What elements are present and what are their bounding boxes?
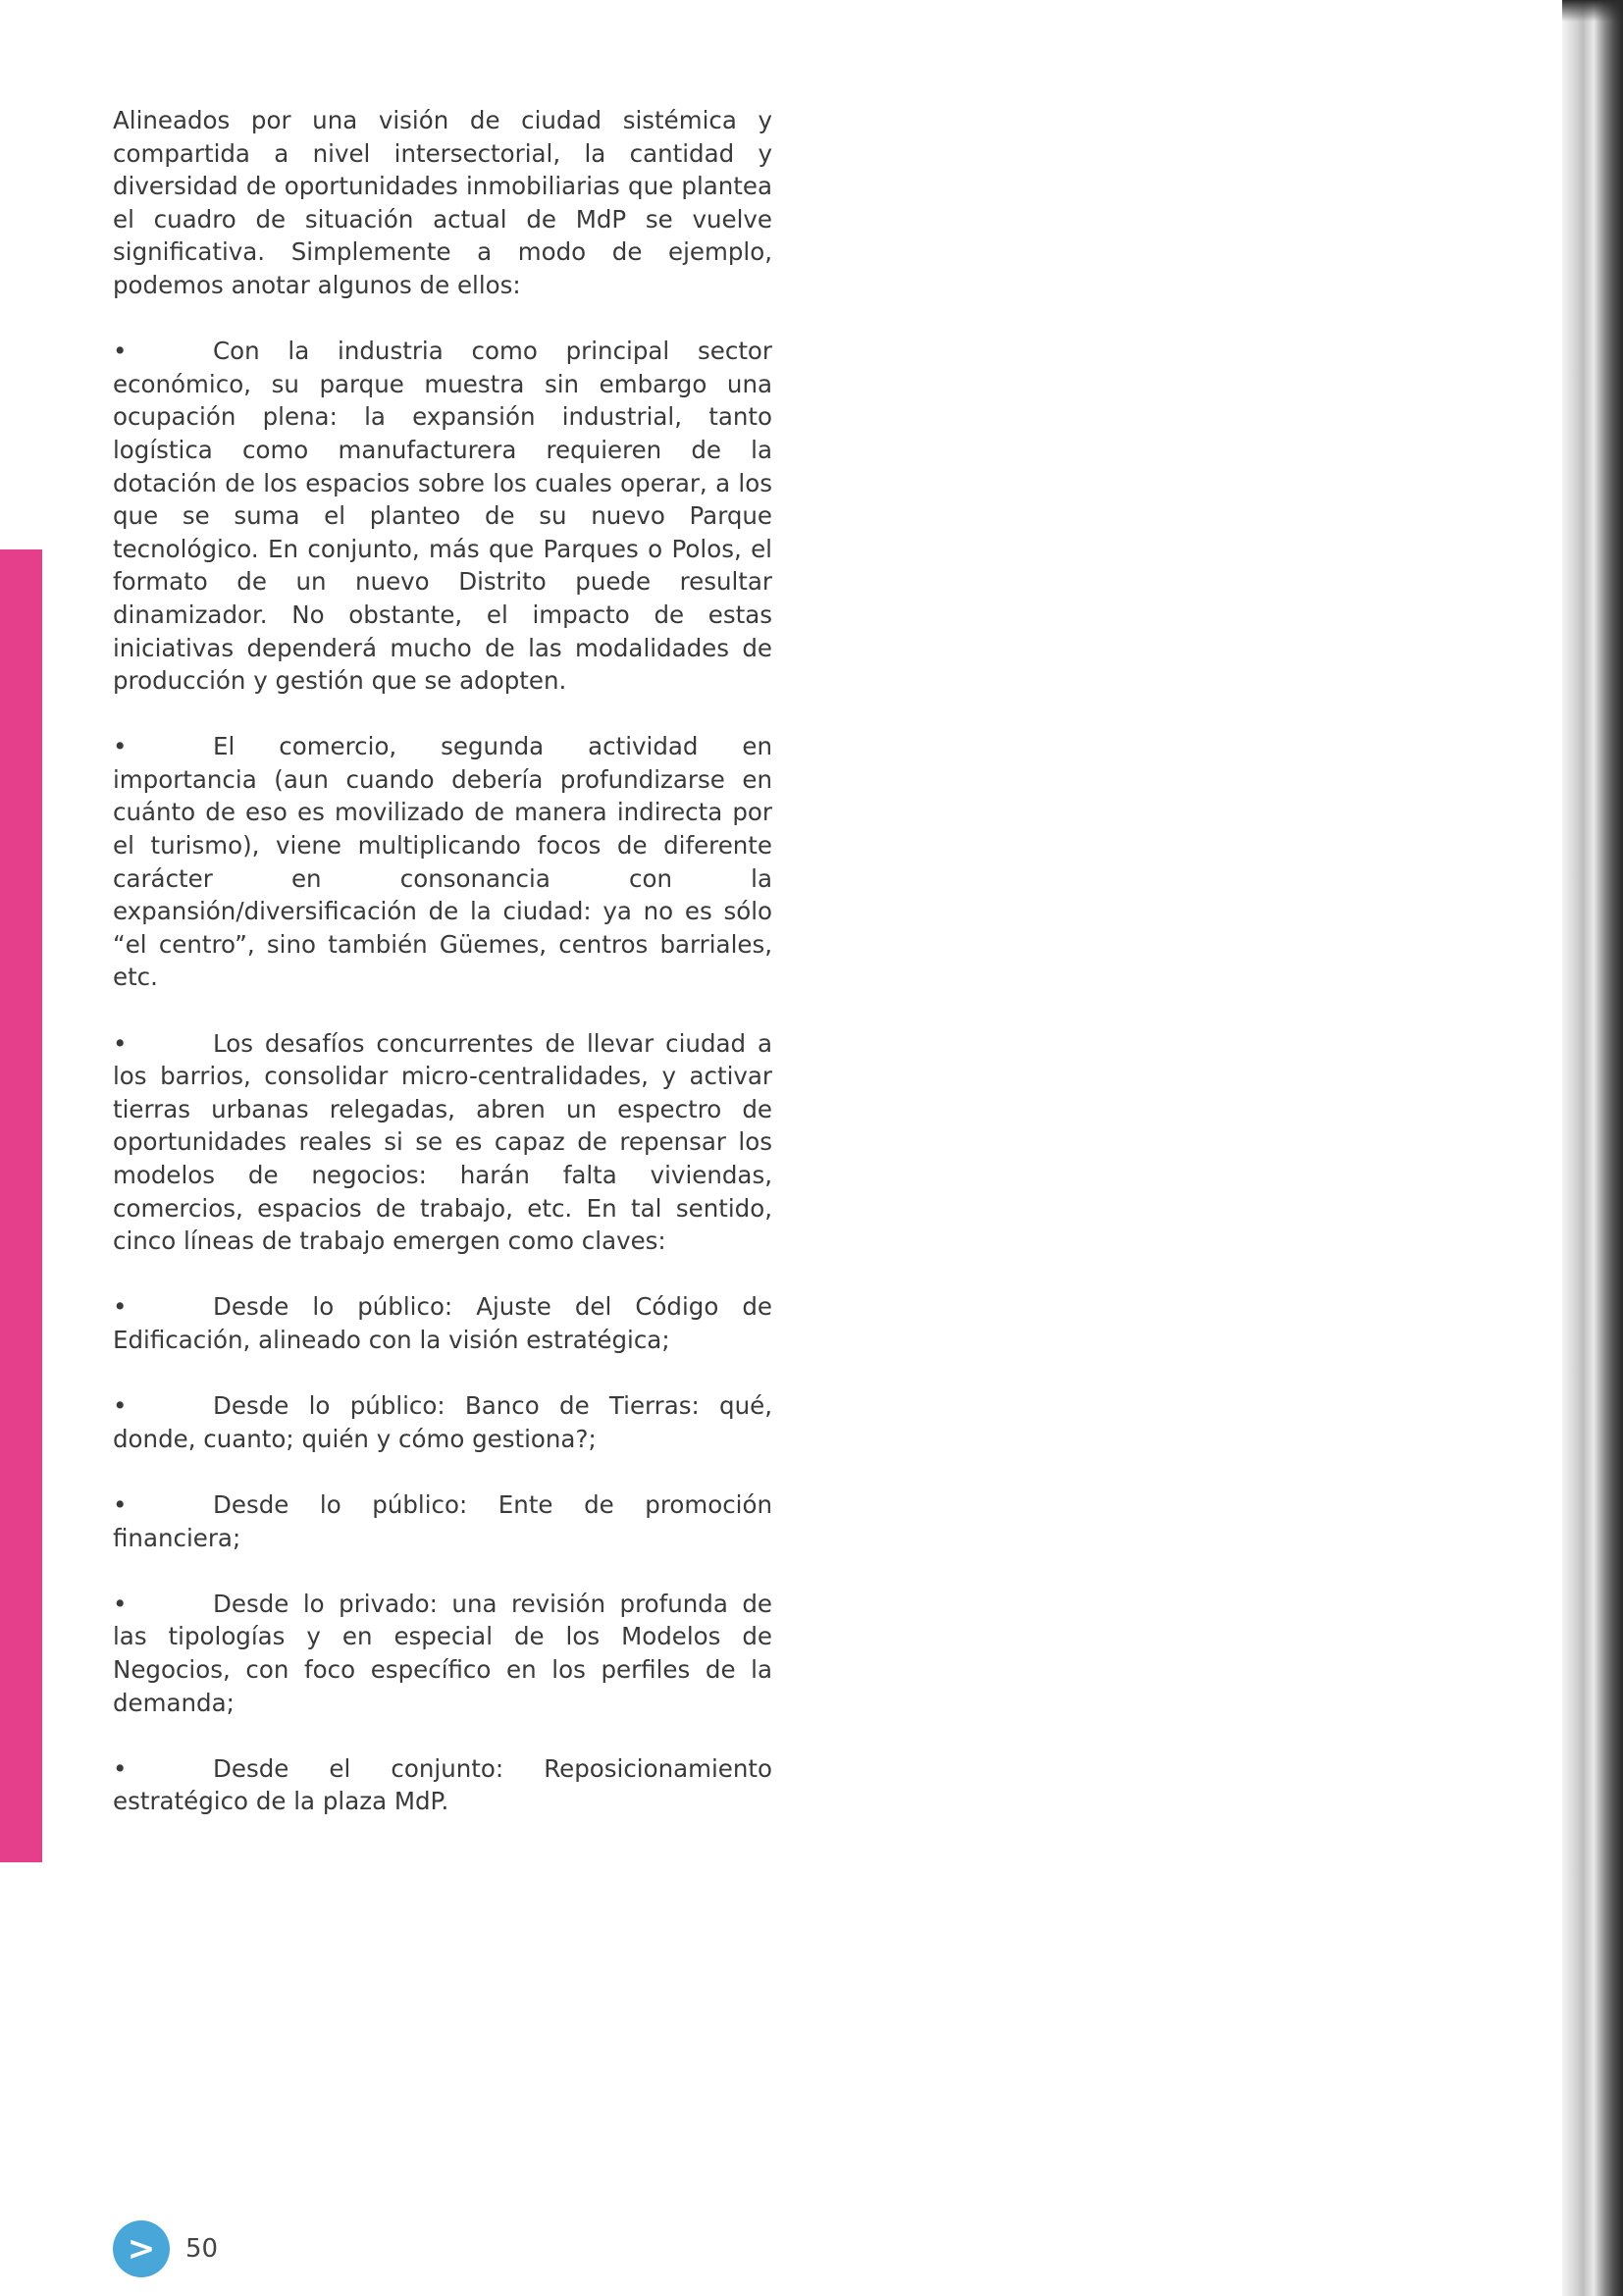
list-item <box>113 335 772 698</box>
bullet-dot: • <box>113 1028 128 1058</box>
body-text <box>113 104 772 1818</box>
list-item-text: Con la industria como principal sector económico, su parque muestra sin embargo una ocupación plena: la expansión industrial, tanto logística como manufacturera requieren de la dotación de los espacios sobre los cuales operar, a los que se suma el planteo de su nuevo Parque tecnológico. En conjunto, más que Parques o Polos, el formato de un nuevo Distrito puede resultar dinamizador. No obstante, el impacto de estas iniciativas dependerá mucho de las modalidades de producción y gestión que se adopten. <box>113 337 772 696</box>
list-item <box>113 1290 772 1356</box>
list-item-text: Desde lo público: Banco de Tierras: qué, donde, cuanto; quién y cómo gestiona?; <box>113 1391 772 1453</box>
intro-paragraph: Alineados por una visión de ciudad sistémica y compartida a nivel intersectorial, la cantidad y diversidad de oportunidades inmobiliarias que plantea el cuadro de situación actual de MdP se vuelve significativa. Simplemente a modo de ejemplo, podemos anotar algunos de ellos: <box>113 106 772 299</box>
list-item <box>113 1488 772 1554</box>
bullet-dot: • <box>113 1589 128 1618</box>
list-item-text: Los desafíos concurrentes de llevar ciudad a los barrios, consolidar micro-centralidades, y activar tierras urbanas relegadas, abren un espectro de oportunidades reales si se es capaz de repensar los modelos de negocios: harán falta viviendas, comercios, espacios de trabajo, etc. En tal sentido, cinco líneas de trabajo emergen como claves: <box>113 1028 772 1256</box>
page-binding-corner <box>1562 0 1623 22</box>
list-item-text: El comercio, segunda actividad en importancia (aun cuando debería profundizarse en cuánto de eso es movilizado de manera indirecta por el turismo), viene multiplicando focos de diferente carácter en consonancia con la expansión/diversificación de la ciudad: ya no es sólo “el centro”, sino también Güemes, centros barriales, etc. <box>113 732 772 992</box>
bullet-dot: • <box>113 337 128 366</box>
list-item <box>113 1027 772 1258</box>
chevron-right-icon: > <box>113 2220 170 2277</box>
list-item <box>113 1389 772 1455</box>
list-item <box>113 1752 772 1818</box>
bullet-dot: • <box>113 1292 128 1322</box>
bullet-dot: • <box>113 1391 128 1421</box>
list-item <box>113 730 772 994</box>
list-item-text: Desde lo público: Ajuste del Código de Edificación, alineado con la visión estratégica; <box>113 1292 772 1354</box>
list-item-text: Desde lo privado: una revisión profunda de las tipologías y en especial de los Modelos de Negocios, con foco específico en los perfiles de la demanda; <box>113 1589 772 1717</box>
page-footer <box>113 2221 218 2276</box>
list-item-text: Desde el conjunto: Reposicionamiento estratégico de la plaza MdP. <box>113 1753 772 1816</box>
list-item-text: Desde lo público: Ente de promoción financiera; <box>113 1489 772 1552</box>
bullet-dot: • <box>113 1489 128 1519</box>
bullet-dot: • <box>113 1753 128 1783</box>
page-number: 50 <box>185 2234 219 2264</box>
bullet-dot: • <box>113 732 128 761</box>
pink-side-bar <box>0 549 42 1862</box>
list-item <box>113 1588 772 1719</box>
page-binding-edge <box>1562 0 1623 2296</box>
